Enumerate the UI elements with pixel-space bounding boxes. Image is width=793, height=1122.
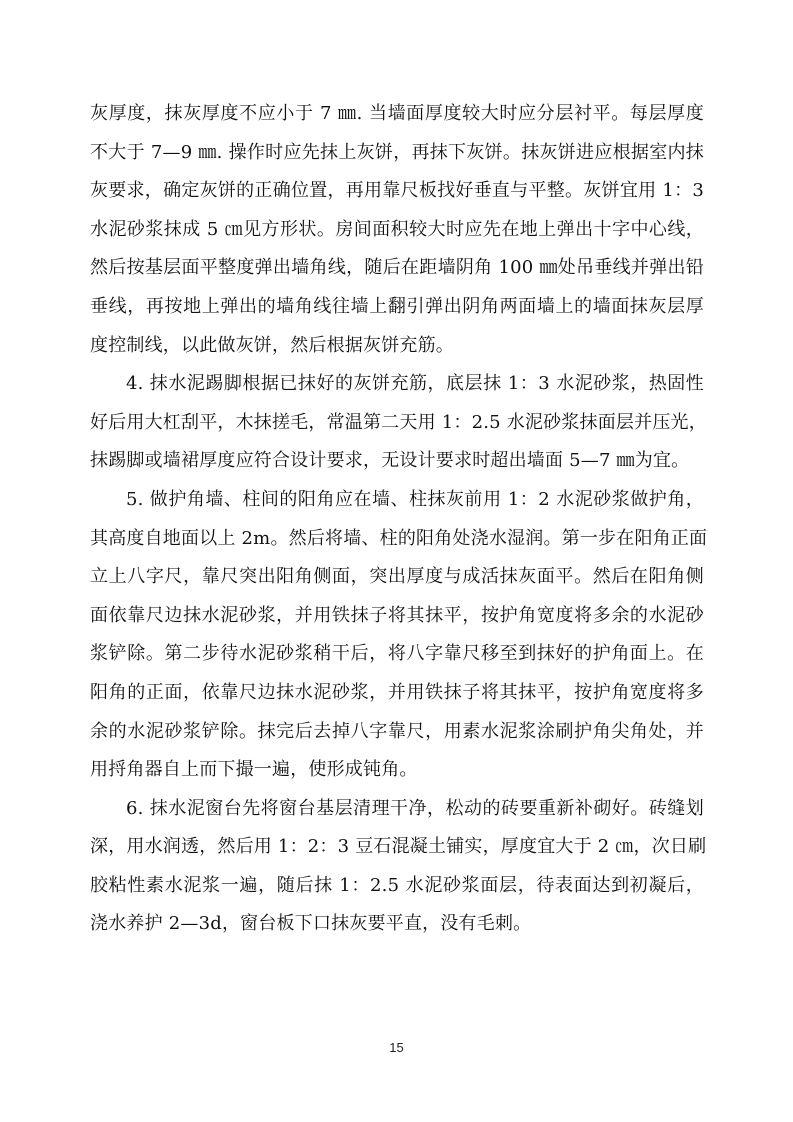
- text-line: 面依靠尺边抹水泥砂浆，并用铁抹子将其抹平，按护角宽度将多余的水泥砂: [90, 604, 704, 626]
- text-line: 立上八字尺，靠尺突出阳角侧面，突出厚度与成活抹灰面平。然后在阳角侧: [90, 566, 704, 588]
- text-line: 浆铲除。第二步待水泥砂浆稍干后，将八字靠尺移至到抹好的护角面上。在: [90, 643, 704, 665]
- text-line: 胶粘性素水泥浆一遍，随后抹 1：2.5 水泥砂浆面层，待表面达到初凝后，: [90, 874, 704, 896]
- paragraph-4-start: 4. 抹水泥踢脚根据已抹好的灰饼充筋，底层抹 1：3 水泥砂浆，热固性: [126, 373, 704, 395]
- text-line: 阳角的正面，依靠尺边抹水泥砂浆，并用铁抹子将其抹平，按护角宽度将多: [90, 681, 704, 703]
- text-line: 灰厚度，抹灰厚度不应小于 7 ㎜. 当墙面厚度较大时应分层衬平。每层厚度: [90, 103, 704, 124]
- text-line: 水泥砂浆抹成 5 ㎝见方形状。房间面积较大时应先在地上弹出十字中心线，: [90, 218, 704, 240]
- page-number: 15: [389, 1040, 404, 1055]
- text-line: 好后用大杠刮平，木抹搓毛，常温第二天用 1：2.5 水泥砂浆抹面层并压光，: [90, 411, 707, 433]
- paragraph-5-start: 5. 做护角墙、柱间的阳角应在墙、柱抹灰前用 1：2 水泥砂浆做护角，: [126, 488, 704, 510]
- body-text: [90, 95, 708, 944]
- paragraph-6-start: 6. 抹水泥窗台先将窗台基层清理干净，松动的砖要重新补砌好。砖缝划: [126, 797, 704, 819]
- text-line: 余的水泥砂浆铲除。抹完后去掉八字靠尺，用素水泥浆涂刷护角尖角处，并: [90, 720, 704, 742]
- text-line: 灰要求，确定灰饼的正确位置，再用靠尺板找好垂直与平整。灰饼宜用 1：3: [90, 180, 704, 202]
- text-line: 用捋角器自上而下撮一遍，使形成钝角。: [90, 759, 418, 781]
- text-line: 不大于 7—9 ㎜. 操作时应先抹上灰饼，再抹下灰饼。抹灰饼进应根据室内抹: [90, 141, 704, 163]
- text-line: 然后按基层面平整度弹出墙角线，随后在距墙阴角 100 ㎜处吊垂线并弹出铅: [90, 257, 704, 279]
- text-line: 度控制线，以此做灰饼，然后根据灰饼充筋。: [90, 334, 454, 356]
- text-line: 抹踢脚或墙裙厚度应符合设计要求，无设计要求时超出墙面 5—7 ㎜为宜。: [90, 450, 690, 472]
- text-line: 深，用水润透，然后用 1：2：3 豆石混凝土铺实，厚度宜大于 2 ㎝，次日刷: [90, 836, 707, 858]
- text-line: 其高度自地面以上 2m。然后将墙、柱的阳角处浇水湿润。第一步在阳角正面: [90, 527, 708, 549]
- text-line: 垂线，再按地上弹出的墙角线往墙上翻引弹出阴角两面墙上的墙面抹灰层厚: [90, 295, 704, 317]
- text-line: 浇水养护 2—3d，窗台板下口抹灰要平直，没有毛刺。: [90, 913, 532, 935]
